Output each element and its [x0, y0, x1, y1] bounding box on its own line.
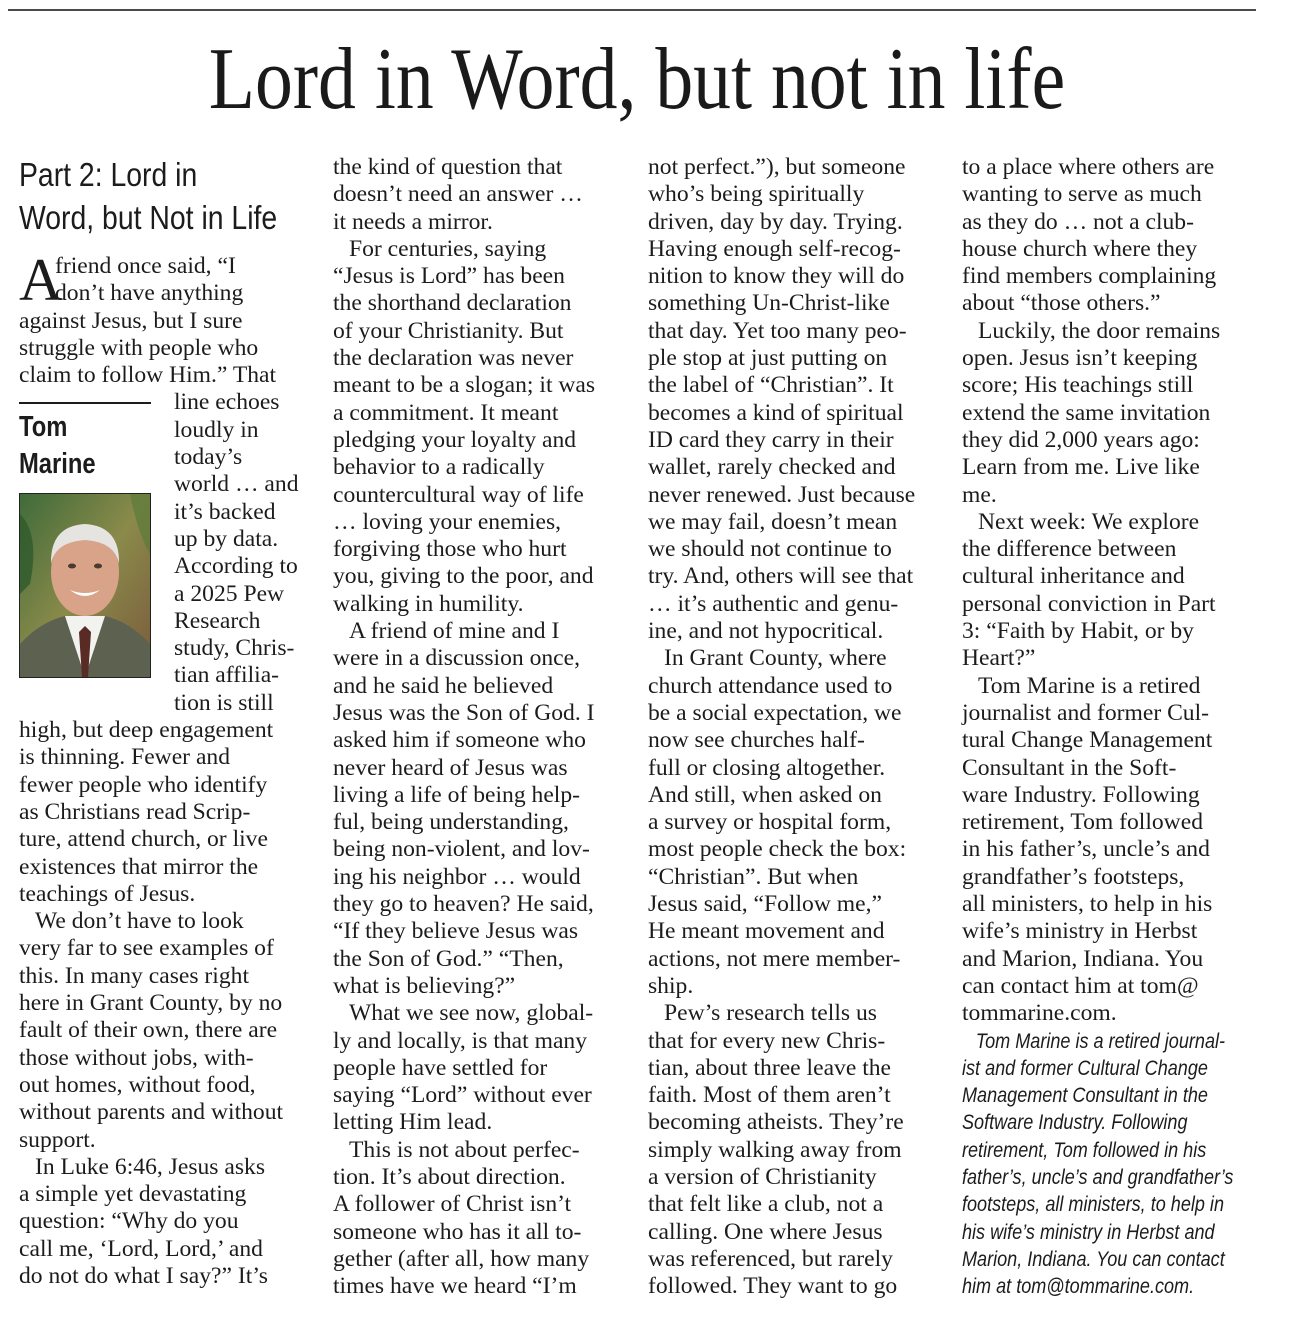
text-line: A follower of Christ isn’t	[333, 1191, 572, 1218]
text-line: tommarine.com.	[962, 1000, 1117, 1027]
text-line: What we see now, global-	[349, 1000, 594, 1027]
text-line: journalist and former Cul-	[962, 699, 1210, 726]
text-line: Jesus said, “Follow me,”	[648, 891, 882, 918]
text-line: up by data.	[174, 525, 279, 552]
text-line: … loving your enemies,	[333, 508, 562, 535]
text-line: pledging your loyalty and	[333, 426, 577, 453]
text-line: saying “Lord” without ever	[333, 1082, 592, 1109]
text-line: followed. They want to go	[648, 1273, 898, 1300]
text-line: against Jesus, but I sure	[19, 307, 243, 334]
text-line: teachings of Jesus.	[19, 880, 196, 907]
text-line: living a life of being help-	[333, 781, 581, 808]
byline-first-name: Tom	[19, 410, 68, 443]
text-line: ware Industry. Following	[962, 781, 1200, 808]
byline-last-name: Marine	[19, 447, 96, 480]
text-line: Tom Marine is a retired	[978, 672, 1201, 699]
lead-paragraph	[19, 247, 315, 389]
text-line: Having enough self-recog-	[648, 235, 901, 262]
text-line: Marion, Indiana. You can contact	[962, 1247, 1225, 1271]
top-rule	[8, 9, 1256, 11]
subhead-line: Part 2: Lord in	[19, 156, 198, 193]
text-line: never heard of Jesus was	[333, 754, 568, 781]
text-line: claim to follow Him.” That	[19, 362, 277, 389]
text-line: footsteps, all ministers, to help in	[962, 1193, 1225, 1217]
text-line: ship.	[648, 972, 694, 999]
author-photo	[19, 493, 151, 678]
text-line: wanting to serve as much	[962, 181, 1202, 208]
text-line: something Un-Christ-like	[648, 290, 890, 317]
text-line: actions, not mere member-	[648, 945, 901, 972]
text-line: existences that mirror the	[19, 853, 259, 880]
text-line: doesn’t need an answer …	[333, 181, 583, 208]
text-line: cultural inheritance and	[962, 563, 1185, 590]
text-line: In Luke 6:46, Jesus asks	[35, 1153, 266, 1180]
text-line: don’t have anything	[55, 280, 244, 307]
text-line: retirement, Tom followed in his	[962, 1138, 1207, 1162]
text-line: ple stop at just putting on	[648, 345, 888, 372]
text-line: Management Consultant in the	[962, 1084, 1208, 1108]
text-line: high, but deep engagement	[19, 717, 274, 744]
text-line: retirement, Tom followed	[962, 809, 1203, 836]
subhead	[19, 153, 315, 253]
text-line: a 2025 Pew	[174, 580, 285, 607]
text-line: all ministers, to help in his	[962, 891, 1213, 918]
byline-section	[19, 389, 315, 717]
text-line: father’s, uncle’s and grandfather’s	[962, 1165, 1234, 1189]
column-2	[333, 154, 629, 1300]
text-line: the declaration was never	[333, 345, 574, 372]
text-line: line echoes	[174, 389, 280, 416]
text-line: loudly in	[174, 416, 259, 443]
column-3	[648, 154, 944, 1300]
text-line: a simple yet devastating	[19, 1181, 247, 1208]
column-4	[962, 154, 1258, 1300]
text-line: the shorthand declaration	[333, 290, 572, 317]
text-line: tion is still	[174, 689, 274, 716]
text-line: of your Christianity. But	[333, 317, 564, 344]
text-line: question: “Why do you	[19, 1208, 239, 1235]
text-line: never renewed. Just because	[648, 481, 916, 508]
text-line: we should not continue to	[648, 536, 892, 563]
text-line: Jesus was the Son of God. I	[333, 699, 595, 726]
byline	[19, 389, 151, 678]
text-line: Consultant in the Soft-	[962, 754, 1177, 781]
text-line: that for every new Chris-	[648, 1027, 886, 1054]
text-line: ful, being understanding,	[333, 809, 569, 836]
text-line: you, giving to the poor, and	[333, 563, 594, 590]
text-line: calling. One where Jesus	[648, 1218, 883, 1245]
text-line: study, Chris-	[174, 635, 295, 662]
text-line: “If they believe Jesus was	[333, 918, 579, 945]
text-line: in his father’s, uncle’s and	[962, 836, 1210, 863]
text-line: tian affilia-	[174, 662, 280, 689]
text-line: ID card they carry in their	[648, 426, 894, 453]
byline-rule	[19, 402, 151, 404]
subhead-line: Word, but Not in Life	[19, 199, 278, 236]
text-line: Software Industry. Following	[962, 1111, 1188, 1135]
text-line: most people check the box:	[648, 836, 907, 863]
column-1	[19, 154, 315, 1290]
text-line: Next week: We explore	[978, 508, 1200, 535]
text-line: This is not about perfec-	[349, 1136, 580, 1163]
text-line: that day. Yet too many peo-	[648, 317, 907, 344]
text-line: as they do … not a club-	[962, 208, 1194, 235]
text-line: ing his neighbor … would	[333, 863, 581, 890]
text-line: In Grant County, where	[664, 645, 887, 672]
text-line: “Jesus is Lord” has been	[333, 263, 565, 290]
text-line: world … and	[174, 471, 299, 498]
text-line: were in a discussion once,	[333, 645, 581, 672]
text-line: friend once said, “I	[55, 253, 236, 279]
text-line: about “those others.”	[962, 290, 1161, 317]
text-line: According to	[174, 553, 298, 580]
text-line: out homes, without food,	[19, 1071, 256, 1098]
text-line: letting Him lead.	[333, 1109, 493, 1136]
text-line: can contact him at tom@	[962, 972, 1199, 999]
text-line: Luckily, the door remains	[978, 317, 1221, 344]
text-line: find members complaining	[962, 263, 1217, 290]
text-line: simply walking away from	[648, 1136, 902, 1163]
text-line: is thinning. Fewer and	[19, 744, 231, 771]
text-line: it’s backed	[174, 498, 276, 525]
text-line: a version of Christianity	[648, 1163, 877, 1190]
text-line: the Son of God.” “Then,	[333, 945, 564, 972]
text-line: gether (after all, how many	[333, 1245, 590, 1272]
text-line: support.	[19, 1126, 96, 1153]
text-line: those without jobs, with-	[19, 1044, 254, 1071]
text-line: church attendance used to	[648, 672, 893, 699]
text-block	[19, 717, 315, 1290]
text-line: He meant movement and	[648, 918, 885, 945]
text-line: ly and locally, is that many	[333, 1027, 588, 1054]
text-line: tian, about three leave the	[648, 1054, 892, 1081]
text-line: very far to see examples of	[19, 935, 274, 962]
text-line: call me, ‘Lord, Lord,’ and	[19, 1235, 263, 1262]
text-line: We don’t have to look	[35, 908, 244, 935]
text-line: Pew’s research tells us	[664, 1000, 877, 1027]
text-line: behavior to a radically	[333, 454, 545, 481]
text-line: him at tom@tommarine.com.	[962, 1275, 1195, 1299]
text-line: today’s	[174, 444, 243, 471]
text-line: Learn from me. Live like	[962, 454, 1200, 481]
text-line: to a place where others are	[962, 154, 1215, 180]
text-block	[962, 154, 1258, 1028]
text-line: here in Grant County, by no	[19, 990, 283, 1017]
text-line: … it’s authentic and genu-	[648, 590, 899, 617]
text-line: Tom Marine is a retired journal-	[975, 1029, 1226, 1053]
text-line: personal conviction in Part	[962, 590, 1216, 617]
text-line: “Christian”. But when	[648, 863, 859, 890]
text-line: this. In many cases right	[19, 962, 249, 989]
text-line: extend the same invitation	[962, 399, 1211, 426]
text-line: walking in humility.	[333, 590, 524, 617]
text-line: wife’s ministry in Herbst	[962, 918, 1198, 945]
text-line: do not do what I say?” It’s	[19, 1262, 268, 1289]
text-line: ist and former Cultural Change	[962, 1056, 1208, 1080]
text-line: faith. Most of them aren’t	[648, 1082, 891, 1109]
text-line: house church where they	[962, 235, 1198, 262]
text-line: nition to know they will do	[648, 263, 905, 290]
text-line: countercultural way of life	[333, 481, 584, 508]
text-line: A friend of mine and I	[349, 618, 560, 645]
text-line: and Marion, Indiana. You	[962, 945, 1204, 972]
text-line: someone who has it all to-	[333, 1218, 582, 1245]
text-line: a survey or hospital form,	[648, 809, 892, 836]
text-line: try. And, others will see that	[648, 563, 914, 590]
text-line: it needs a mirror.	[333, 208, 493, 235]
text-line: what is believing?”	[333, 972, 516, 999]
text-line: now see churches half-	[648, 727, 865, 754]
text-line: wallet, rarely checked and	[648, 454, 896, 481]
text-block	[19, 308, 315, 390]
text-line: who’s being spiritually	[648, 181, 865, 208]
text-line: becomes a kind of spiritual	[648, 399, 904, 426]
text-line: they go to heaven? He said,	[333, 891, 594, 918]
drop-cap: A	[19, 247, 63, 313]
text-line: forgiving those who hurt	[333, 536, 567, 563]
text-line: Research	[174, 607, 261, 634]
text-line: And still, when asked on	[648, 781, 882, 808]
text-line: grandfather’s footsteps,	[962, 863, 1185, 890]
text-line: full or closing altogether.	[648, 754, 886, 781]
text-line: we may fail, doesn’t mean	[648, 508, 898, 535]
text-line: times have we heard “I’m	[333, 1273, 577, 1300]
text-line: be a social expectation, we	[648, 699, 902, 726]
text-line: driven, day by day. Trying.	[648, 208, 903, 235]
text-line: not perfect.”), but someone	[648, 154, 906, 180]
text-line: being non-violent, and lov-	[333, 836, 590, 863]
text-line: Heart?”	[962, 645, 1036, 672]
author-portrait-image	[20, 494, 150, 677]
text-line: becoming atheists. They’re	[648, 1109, 904, 1136]
text-line: fewer people who identify	[19, 771, 268, 798]
text-line: open. Jesus isn’t keeping	[962, 345, 1198, 372]
text-line: the difference between	[962, 536, 1177, 563]
text-line: the label of “Christian”. It	[648, 372, 894, 399]
text-line: For centuries, saying	[349, 235, 547, 262]
text-line: struggle with people who	[19, 334, 259, 361]
text-line: the kind of question that	[333, 154, 563, 180]
text-line: people have settled for	[333, 1054, 548, 1081]
text-line: 3: “Faith by Habit, or by	[962, 618, 1194, 645]
text-line: and he said he believed	[333, 672, 554, 699]
text-line: score; His teachings still	[962, 372, 1194, 399]
text-line: a commitment. It meant	[333, 399, 559, 426]
text-line: fault of their own, there are	[19, 1017, 278, 1044]
text-line: asked him if someone who	[333, 727, 586, 754]
text-line: they did 2,000 years ago:	[962, 426, 1200, 453]
text-line: ture, attend church, or live	[19, 826, 268, 853]
text-line: tion. It’s about direction.	[333, 1163, 566, 1190]
text-line: without parents and without	[19, 1099, 284, 1126]
text-line: ine, and not hypocritical.	[648, 618, 884, 645]
text-line: that felt like a club, not a	[648, 1191, 884, 1218]
headline: Lord in Word, but not in life	[208, 31, 1066, 128]
text-line: his wife’s ministry in Herbst and	[962, 1220, 1215, 1244]
text-line: meant to be a slogan; it was	[333, 372, 596, 399]
text-line: as Christians read Scrip-	[19, 798, 251, 825]
text-line: me.	[962, 481, 997, 508]
text-line: was referenced, but rarely	[648, 1245, 893, 1272]
text-line: tural Change Management	[962, 727, 1213, 754]
author-bio	[962, 1028, 1234, 1301]
